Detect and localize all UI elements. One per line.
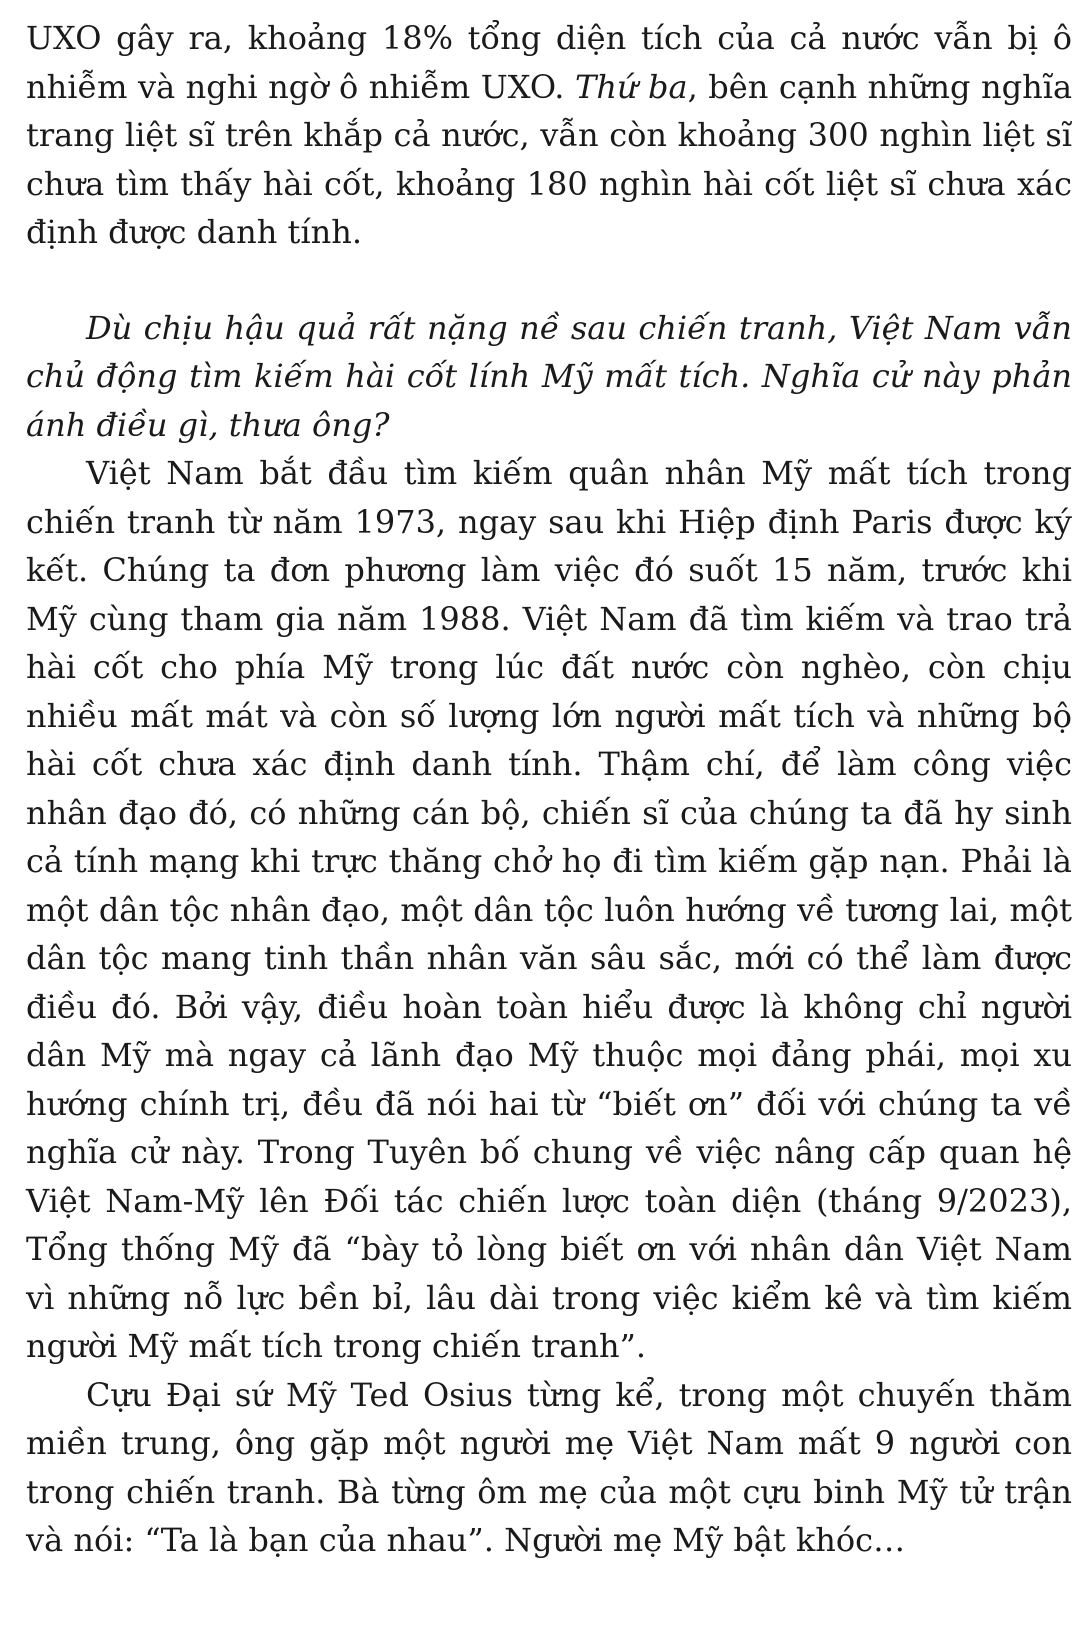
answer-paragraph: Việt Nam bắt đầu tìm kiếm quân nhân Mỹ mất tích trong chiến tranh từ năm 1973, ngay sau khi Hiệp định Paris được ký kết. Chúng ta đơn phương làm việc đó suốt 15 năm, trước khi Mỹ cùng tham gia năm 1988. Việt Nam đã tìm kiếm và trao trả hài cốt cho phía Mỹ trong lúc đất nước còn nghèo, còn chịu nhiều mất mát và còn số lượng lớn người mất tích và những bộ hài cốt chưa xác định danh tính. Thậm chí, để làm công việc nhân đạo đó, có những cán bộ, chiến sĩ của chúng ta đã hy sinh cả tính mạng khi trực thăng chở họ đi tìm kiếm gặp nạn. Phải là một dân tộc nhân đạo, một dân tộc luôn hướng về tương lai, một dân tộc mang tinh thần nhân văn sâu sắc, mới có thể làm được điều đó. Bởi vậy, điều hoàn toàn hiểu được là không chỉ người dân Mỹ mà ngay cả lãnh đạo Mỹ thuộc mọi đảng phái, mọi xu hướng chính trị, đều đã nói hai từ “biết ơn” đối với chúng ta về nghĩa cử này. Trong Tuyên bố chung về việc nâng cấp quan hệ Việt Nam-Mỹ lên Đối tác chiến lược toàn diện (tháng 9/2023), Tổng thống Mỹ đã “bày tỏ lòng biết ơn với nhân dân Việt Nam vì những nỗ lực bền bỉ, lâu dài trong việc kiểm kê và tìm kiếm người Mỹ mất tích trong chiến tranh”. xyxy=(26,454,1072,1365)
paragraph-text: , bên cạnh những nghĩa trang liệt sĩ trên khắp cả nước, vẫn còn khoảng 300 nghìn liệt sĩ chưa tìm thấy hài cốt, khoảng 180 nghìn hài cốt liệt sĩ chưa xác định được danh tính. xyxy=(26,67,1073,251)
interview-question: Dù chịu hậu quả rất nặng nề sau chiến tranh, Việt Nam vẫn chủ động tìm kiếm hài cốt lính Mỹ mất tích. Nghĩa cử này phản ánh điều gì, thưa ông? xyxy=(26,308,1072,444)
article-body xyxy=(26,14,1072,1565)
italic-phrase: Thứ ba xyxy=(574,67,688,106)
paragraph-text: UXO gây ra, khoảng 18% tổng diện tích của cả nước vẫn bị ô nhiễm và nghi ngờ ô nhiễm UXO. xyxy=(26,19,1072,106)
paragraph-spacer xyxy=(26,257,1072,304)
paragraph-uxo-statistics xyxy=(26,14,1072,257)
answer-paragraph: Cựu Đại sứ Mỹ Ted Osius từng kể, trong một chuyến thăm miền trung, ông gặp một người mẹ Việt Nam mất 9 người con trong chiến tranh. Bà từng ôm mẹ của một cựu binh Mỹ tử trận và nói: “Ta là bạn của nhau”. Người mẹ Mỹ bật khóc… xyxy=(26,1375,1072,1559)
